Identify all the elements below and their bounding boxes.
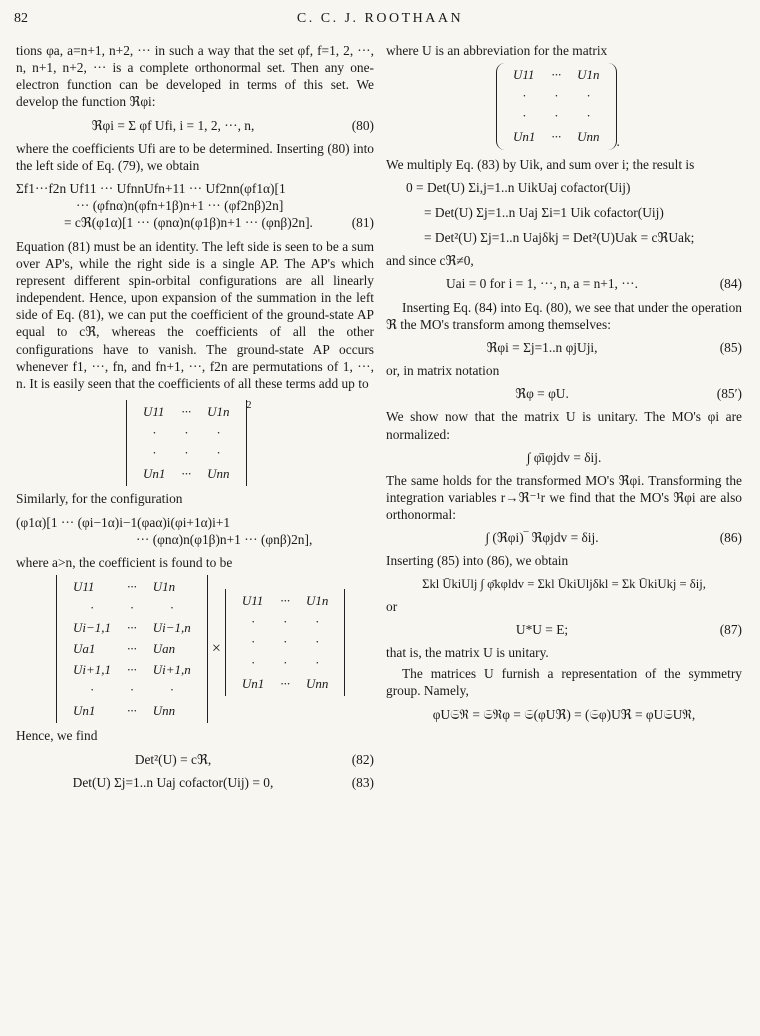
equation-body: Det²(U) = cℜ, [134,751,212,767]
equation-line: Σf1···f2n Uf11 ··· UfnnUfn+11 ··· Uf2nn(φf1α)[1 [16,181,286,197]
matrix-cell: · [170,599,174,615]
matrix-cell: U11 [143,403,165,419]
matrix-cell: Ui−1,1 [73,620,112,636]
matrix-cell: · [251,613,255,629]
configuration-equation [16,514,374,548]
matrix-cell: ··· [280,675,290,691]
matrix-cell: · [522,87,526,103]
matrix-cell: · [152,424,156,440]
matrix-cell: · [554,108,558,124]
derivation-equation [386,179,742,246]
matrix [496,63,617,150]
matrix-cell: · [554,87,558,103]
paragraph: where U is an abbreviation for the matrix [386,43,608,58]
paragraph: We multiply Eq. (83) by Uik, and sum over i; the result is [386,156,695,172]
page-number: 82 [14,11,28,26]
matrix-cell: ··· [551,129,562,145]
paragraph: tions φa, a=n+1, n+2, ··· in such a way that the set φf, f=1, 2, ···, n, n+1, n+2, ··· is a complete orthonormal set. Then any one-electron function can be developed in terms of this set. We develop the function ℜφi: [16,43,374,110]
page-header [14,10,746,28]
matrix-cell: · [90,599,94,615]
equation-body: Uai = 0 for i = 1, ···, n, a = n+1, ···. [446,276,638,292]
representation-equation [386,706,742,723]
equation-87 [386,621,742,638]
equation-body: Σkl ŪkiUlj ∫ φ̄kφldv = Σkl ŪkiUljδkl = Σk ŪkiUkj = δij, [422,576,706,591]
matrix-cell: Uan [152,640,176,656]
matrix-cell: Un1 [513,129,536,145]
matrix-cell: U11 [73,579,95,595]
right-column [386,42,742,1032]
paragraph: Inserting Eq. (84) into Eq. (80), we see that under the operation ℜ the MO's transform among themselves: [386,299,742,332]
matrix-cell: · [170,682,174,698]
equation-number: (84) [719,276,742,292]
equation-line: = Det(U) Σj=1..n Uaj Σi=1 Uik cofactor(Uij) [424,204,664,220]
matrix-cell: · [283,654,287,670]
equation-85 [386,339,742,356]
matrix-cell: ··· [127,661,137,677]
matrix-cell: Un1 [241,675,265,691]
paragraph: We show now that the matrix U is unitary. The MO's φi are normalized: [386,409,742,442]
equation-number: (85) [719,339,742,355]
matrix-cell: ··· [181,465,192,481]
matrix-cell: · [283,634,287,650]
equation-body: ℜφ = φU. [515,386,569,402]
equation-body: Det(U) Σj=1..n Uaj cofactor(Uij) = 0, [72,774,274,790]
matrix-cell: Ua1 [73,640,96,656]
matrix-cell: Ui+1,1 [73,661,112,677]
paragraph: or [386,598,398,614]
equation-line: = cℜ(φ1α)[1 ··· (φnα)n(φ1β)n+1 ··· (φnβ)2n]. [64,215,313,231]
equation-body: ℜφi = Σ φf Ufi, i = 1, 2, ···, n, [91,117,255,133]
equation-number: (83) [351,774,374,790]
matrix-cell: · [283,613,287,629]
equation-81 [16,180,374,231]
matrix-cell: ··· [127,702,137,718]
determinant-matrix [225,589,346,696]
matrix-cell: · [522,108,526,124]
equation-line: 0 = Det(U) Σi,j=1..n UikUaj cofactor(Uij) [406,179,631,195]
equation-line: ··· (φnα)n(φ1β)n+1 ··· (φnβ)2n], [136,531,313,547]
times-sign: × [211,640,221,658]
matrix-U [496,63,742,150]
matrix-cell: · [184,424,188,440]
matrix-cell: · [251,634,255,650]
matrix-cell: Un1 [73,702,96,718]
equation-number: (85′) [716,386,742,402]
equation-number: (81) [351,215,374,231]
equation-number: (87) [719,621,742,637]
determinant-matrix [126,400,247,487]
matrix-cell: · [130,599,134,615]
matrix-cell: Unn [207,465,230,481]
matrix-cell: · [586,108,590,124]
matrix-cell: Ui+1,n [152,661,191,677]
equation-84 [386,275,742,292]
matrix-cell: · [315,654,319,670]
matrix-cell: ··· [127,620,137,636]
matrix-cell: U11 [513,67,535,83]
matrix-cell: ··· [551,67,562,83]
equation-line: = Det²(U) Σj=1..n Uajδkj = Det²(U)Uak = cℜUak; [424,230,695,246]
matrix-cell: U1n [152,579,176,595]
matrix-cell: U1n [207,403,230,419]
paragraph: Similarly, for the configuration [16,491,183,507]
matrix-cell: · [251,654,255,670]
matrix-cell: Unn [152,702,176,718]
exponent: 2 [246,399,252,411]
matrix-cell: ··· [127,579,137,595]
equation-80 [16,117,374,134]
matrix-cell: Ui−1,n [152,620,191,636]
period: . [616,133,620,149]
equation-line: ··· (φfnα)n(φfn+1β)n+1 ··· (φf2nβ)2n] [76,198,284,214]
paragraph: Hence, we find [16,728,98,744]
equation-line: (φ1α)[1 ··· (φi−1α)i−1(φaα)i(φi+1α)i+1 [16,514,231,530]
paragraph: or, in matrix notation [386,363,500,379]
equation-number: (80) [351,117,374,133]
matrix-cell: · [130,682,134,698]
paragraph: where the coefficients Ufi are to be determined. Inserting (80) into the left side of Eq. (79), we obtain [16,140,374,173]
equation-number: (86) [719,530,742,546]
matrix-cell: · [315,634,319,650]
equation-number: (82) [351,751,374,767]
left-column [16,42,374,1032]
matrix-cell: Unn [577,129,600,145]
matrix-cell: ··· [181,403,192,419]
matrix-cell: U11 [241,593,264,609]
equation-body: ∫ φ̄iφjdv = δij. [526,449,602,465]
unitarity-derivation [386,576,742,592]
matrix-cell: Un1 [143,465,166,481]
normalization-equation [386,449,742,466]
paragraph: The matrices U furnish a representation of the symmetry group. Namely, [386,666,742,699]
matrix-cell: U1n [577,67,600,83]
matrix-cell: Unn [305,675,329,691]
determinant-matrix [56,575,208,723]
equation-body: U*U = E; [515,621,569,637]
paragraph: Inserting (85) into (86), we obtain [386,553,569,569]
matrix-cell: · [216,445,220,461]
determinant-product [56,575,374,723]
equation-86 [386,529,742,546]
matrix-cell: · [216,424,220,440]
paragraph: and since cℜ≠0, [386,253,474,269]
equation-83 [16,774,374,791]
equation-82 [16,751,374,768]
matrix-cell: · [586,87,590,103]
equation-85-prime [386,385,742,402]
paragraph: where a>n, the coefficient is found to be [16,554,233,570]
matrix-cell: · [152,445,156,461]
equation-body: ℜφi = Σj=1..n φjUji, [486,339,598,355]
paragraph: The same holds for the transformed MO's ℜφi. Transforming the integration variables r→ℜ⁻¹r we find that the MO's ℜφi are also orthonormal: [386,472,742,523]
matrix-cell: · [184,445,188,461]
matrix-cell: · [90,682,94,698]
equation-body: ∫ (ℜφi)‾ ℜφjdv = δij. [485,530,599,546]
matrix-cell: · [315,613,319,629]
paragraph: that is, the matrix U is unitary. [386,645,549,661]
determinant-squared [126,400,252,487]
matrix-cell: ··· [280,593,290,609]
paragraph: Equation (81) must be an identity. The left side is seen to be a sum over AP's, while the right side is a single AP. The AP's which represent different spin-orbital configurations are all linearly independent. Hence, upon expansion of the summation in the left side of Eq. (81), we can put the coefficient of the ground-state AP equal to cℜ, whereas the coefficients of all the other configurations have to vanish. The ground-state AP occurs whenever f1, ···, fn, and fn+1, ···, f2n are permutations of 1, ···, n. It is easily seen that the coefficients of all these terms add up to [16,238,374,391]
equation-body: φU𝔖ℜ = 𝔖ℜφ = 𝔖(φUℜ) = (𝔖φ)Uℜ = φU𝔖Uℜ, [432,706,696,722]
matrix-cell: U1n [305,593,329,609]
matrix-cell: ··· [127,640,137,656]
running-head: C. C. J. ROOTHAAN [296,11,464,26]
